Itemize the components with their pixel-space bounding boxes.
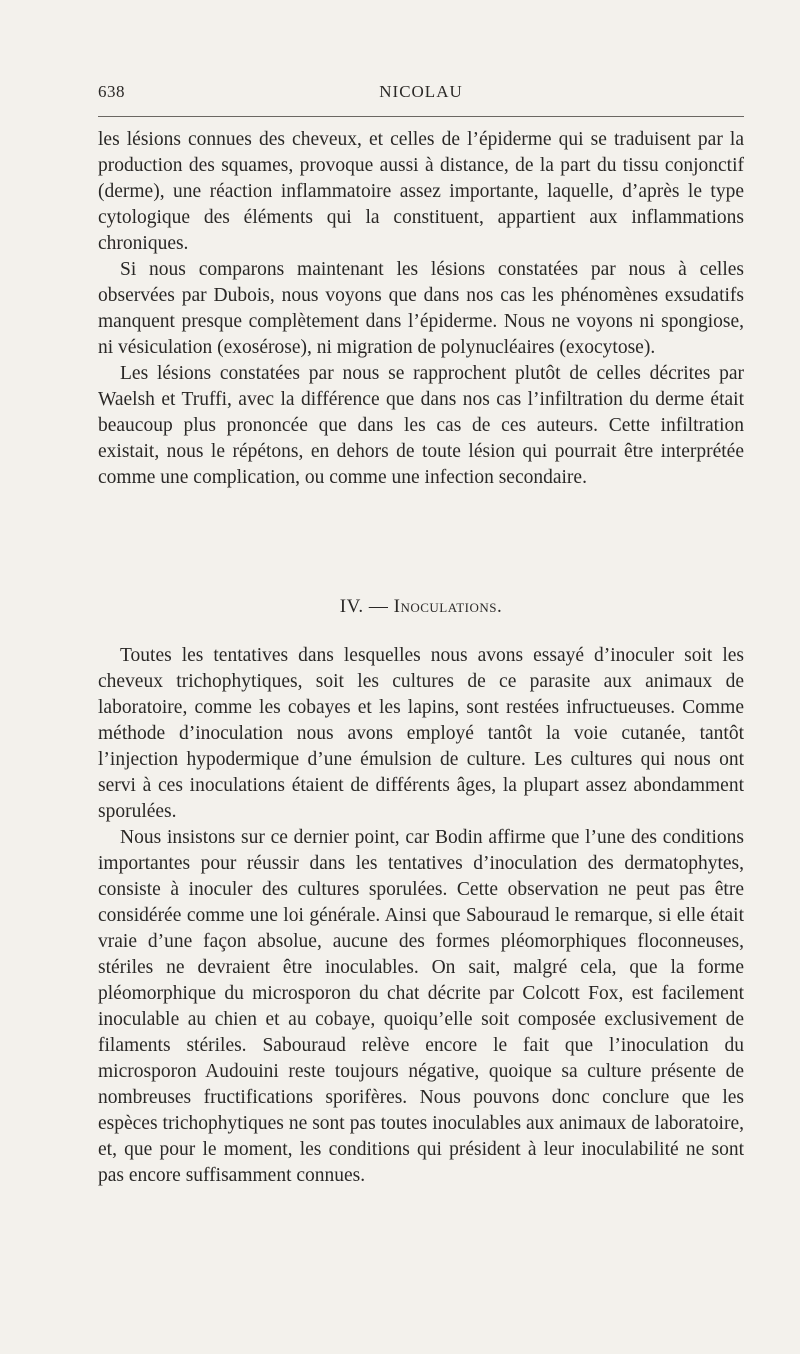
section-heading [98, 596, 744, 618]
text-block-lower [98, 643, 744, 1189]
text-block-upper [98, 127, 744, 491]
section-dash: — [368, 596, 389, 617]
running-head [98, 82, 744, 104]
page-number: 638 [98, 82, 125, 101]
paragraph-bodin-sabouraud: Nous insistons sur ce dernier point, car Bodin affirme que l’une des conditions importantes pour réussir dans les tentatives d’inoculation des dermatophytes, consiste à inoculer des cultures sporulées. Cette observation ne peut pas être considérée comme une loi générale. Ainsi que Sabouraud le remarque, si elle était vraie d’une façon absolue, aucune des formes pléomorphiques floconneuses, stériles ne devraient être inoculables. On sait, malgré cela, que la forme pléomorphique du microsporon du chat décrite par Colcott Fox, est facilement inoculable au chien et au cobaye, quoiqu’elle soit composée exclusivement de filaments stériles. Sabouraud relève encore le fait que l’inoculation du microsporon Audouini reste toujours négative, quoique sa culture présente de nombreuses fructifications sporifères. Nous pouvons donc conclure que les espèces trichophytiques ne sont pas toutes inoculables aux animaux de laboratoire, et, que pour le moment, les conditions qui président à leur inoculabilité ne sont pas encore suffisamment connues. [98, 827, 744, 1186]
paragraph-continuation: les lésions connues des cheveux, et celles de l’épiderme qui se traduisent par la production des squames, provoque aussi à distance, de la part du tissu conjonctif (derme), une réaction inflammatoire assez importante, laquelle, d’après le type cytologique des éléments qui la constituent, appartient aux inflammations chroniques. [98, 129, 744, 254]
section-title: Inoculations. [393, 596, 503, 617]
paragraph-dubois-comparison: Si nous comparons maintenant les lésions constatées par nous à celles observées par Dubois, nous voyons que dans nos cas les phénomènes exsudatifs manquent presque complètement dans l’épiderme. Nous ne voyons ni spongiose, ni vésiculation (exosérose), ni migration de polynucléaires (exocytose). [98, 259, 744, 358]
paragraph-inoculation-attempts: Toutes les tentatives dans lesquelles nous avons essayé d’inoculer soit les cheveux trichophytiques, soit les cultures de ce parasite aux animaux de laboratoire, comme les cobayes et les lapins, sont restées infructueuses. Comme méthode d’inoculation nous avons employé tantôt la voie cutanée, tantôt l’injection hypodermique d’une émulsion de culture. Les cultures qui nous ont servi à ces inoculations étaient de différents âges, la plupart assez abondamment sporulées. [98, 645, 744, 822]
section-numeral: IV. [339, 596, 364, 617]
running-title: NICOLAU [379, 82, 463, 101]
header-rule [98, 116, 744, 117]
paragraph-waelsh-truffi: Les lésions constatées par nous se rapprochent plutôt de celles décrites par Waelsh et Truffi, avec la différence que dans nos cas l’infiltration du derme était beaucoup plus prononcée que dans les cas de ces auteurs. Cette infiltration existait, nous le répétons, en dehors de toute lésion qui pourrait être interprétée comme une complication, ou comme une infection secondaire. [98, 363, 744, 488]
